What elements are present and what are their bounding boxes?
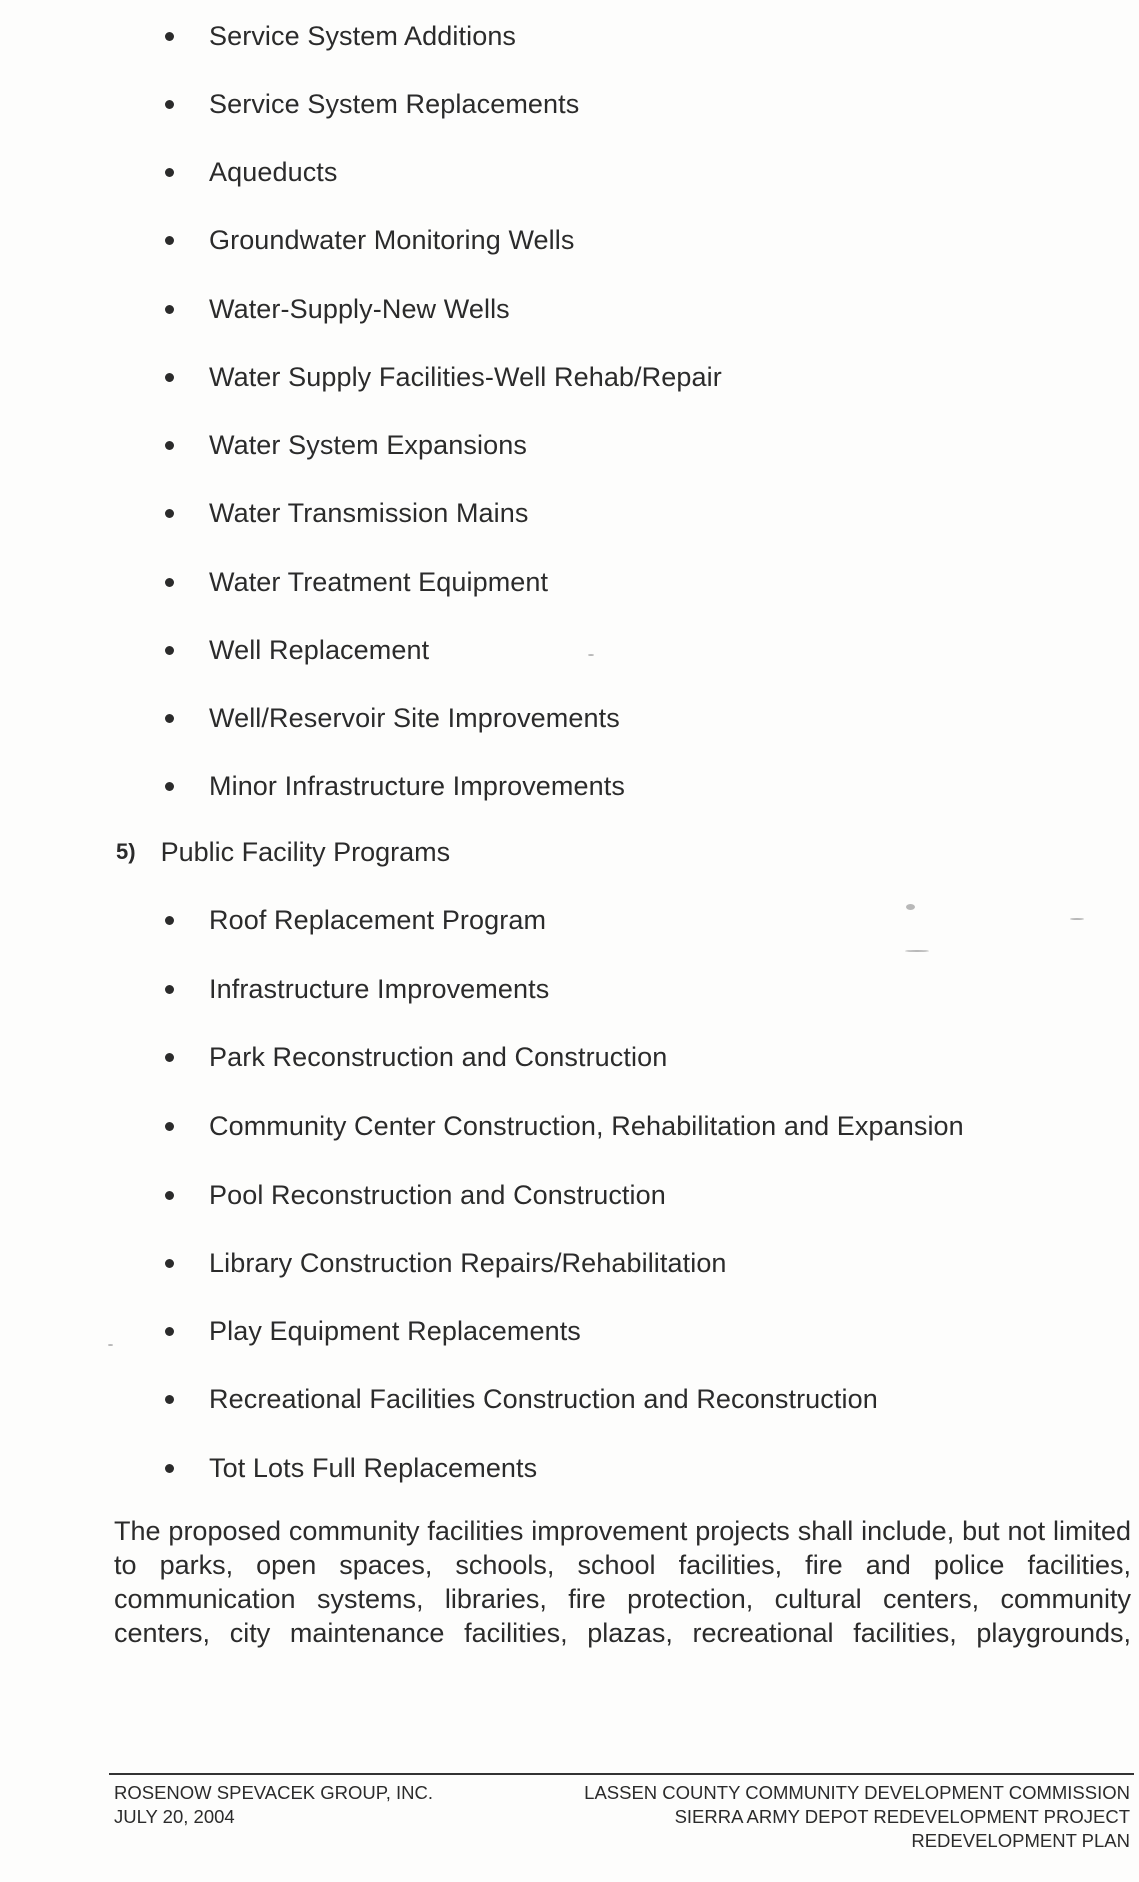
bullet-icon [165,168,174,177]
bullet-item [165,969,549,1009]
bullet-item [165,766,625,806]
scan-speck [108,1344,113,1346]
scan-speck [1070,918,1084,920]
bullet-item [165,698,620,738]
bullet-icon [165,985,174,994]
bullet-item [165,1106,964,1146]
scan-speck [906,904,915,910]
bullet-item [165,152,338,192]
bullet-item [165,84,579,124]
bullet-item [165,562,548,602]
bullet-item [165,1175,666,1215]
footer-commission: LASSEN COUNTY COMMUNITY DEVELOPMENT COMMISSION [584,1782,1130,1803]
bullet-text: Minor Infrastructure Improvements [209,770,625,801]
bullet-item [165,1243,727,1283]
bullet-text: Infrastructure Improvements [209,973,550,1004]
bullet-icon [165,236,174,245]
footer-company: ROSENOW SPEVACEK GROUP, INC. [114,1782,434,1803]
bullet-item [165,630,429,670]
footer-plan: REDEVELOPMENT PLAN [911,1830,1130,1851]
bullet-icon [165,782,174,791]
bullet-icon [165,714,174,723]
bullet-icon [165,441,174,450]
scan-speck [905,950,929,952]
bullet-text: Groundwater Monitoring Wells [209,224,575,255]
bullet-icon [165,578,174,587]
bullet-icon [165,1259,174,1268]
bullet-icon [165,1395,174,1404]
bullet-icon [165,1327,174,1336]
bullet-icon [165,509,174,518]
bullet-item [165,16,516,56]
bullet-text: Water System Expansions [209,429,527,460]
bullet-icon [165,1191,174,1200]
section-number: 5) [116,839,136,864]
bullet-icon [165,646,174,655]
section-title: Public Facility Programs [160,836,451,867]
bullet-text: Recreational Facilities Construction and Reconstruction [209,1383,878,1414]
footer-left [114,1781,433,1829]
bullet-item [165,357,722,397]
bullet-item [165,1311,581,1351]
bullet-text: Service System Replacements [209,88,580,119]
bullet-text: Water Transmission Mains [209,497,529,528]
footer-right [584,1781,1130,1853]
bullet-icon [165,373,174,382]
bullet-text: Community Center Construction, Rehabilitation and Expansion [209,1110,964,1141]
bullet-icon [165,1122,174,1131]
bullet-item [165,425,527,465]
scan-speck [588,654,594,656]
bullet-item [165,289,510,329]
bullet-item [165,1037,667,1077]
bullet-text: Aqueducts [209,156,338,187]
bullet-item [165,493,528,533]
bullet-text: Water-Supply-New Wells [209,293,510,324]
bullet-icon [165,100,174,109]
bullet-text: Water Treatment Equipment [209,566,549,597]
bullet-icon [165,305,174,314]
bullet-text: Well/Reservoir Site Improvements [209,702,620,733]
bullet-icon [165,916,174,925]
bullet-item [165,1379,878,1419]
footer-project: SIERRA ARMY DEPOT REDEVELOPMENT PROJECT [674,1806,1130,1827]
bullet-text: Well Replacement [209,634,430,665]
bullet-text: Roof Replacement Program [209,904,547,935]
footer-divider [109,1773,1134,1775]
bullet-text: Service System Additions [209,20,517,51]
bullet-text: Pool Reconstruction and Construction [209,1179,666,1210]
body-paragraph: The proposed community facilities improvement projects shall include, but not limited to parks, open spaces, schools, school facilities, fire and police facilities, communication systems, libraries, fire protection, cultural centers, community centers, city maintenance facilities, plazas, recreational facilities, playgrounds, [114,1516,1131,1648]
bullet-text: Water Supply Facilities-Well Rehab/Repair [209,361,722,392]
bullet-item [165,1448,537,1488]
footer-date: JULY 20, 2004 [114,1806,235,1827]
bullet-item [165,220,574,260]
bullet-icon [165,32,174,41]
bullet-text: Tot Lots Full Replacements [209,1452,538,1483]
bullet-text: Library Construction Repairs/Rehabilitation [209,1247,727,1278]
section-heading [116,832,450,872]
bullet-text: Play Equipment Replacements [209,1315,581,1346]
bullet-text: Park Reconstruction and Construction [209,1041,668,1072]
bullet-icon [165,1464,174,1473]
bullet-item [165,900,546,940]
bullet-icon [165,1053,174,1062]
